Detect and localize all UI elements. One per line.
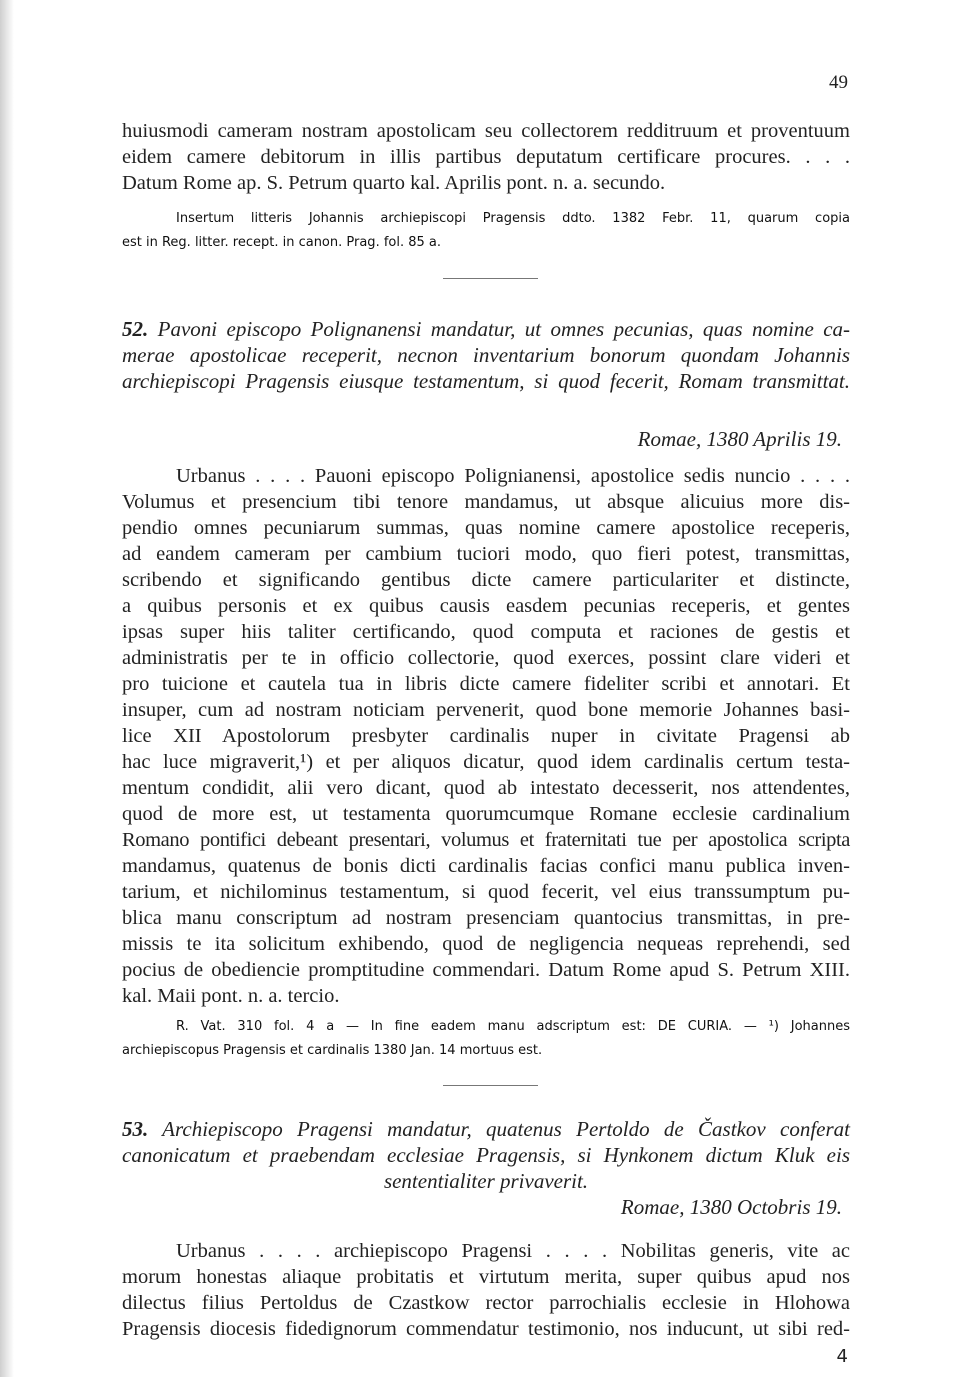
section-divider	[443, 278, 538, 279]
text-line: Datum Rome ap. S. Petrum quarto kal. Aprilis pont. n. a. secundo.	[122, 172, 666, 194]
text-line: huiusmodi cameram nostram apostolicam seu collectorem redditruum et proventuum	[122, 120, 850, 142]
doc52-text-line: mentum condidit, alii vero dicant, quod ab intestato decesserit, nos attendentes,	[122, 777, 850, 799]
doc53-number: 53.	[122, 1117, 149, 1141]
doc53-text-line: Pragensis diocesis fidedignorum commendatur testimonio, nos inducunt, ut sibi red-	[122, 1318, 850, 1340]
text-line: eidem camere debitorum in illis partibus deputatum certificare procures. . . .	[122, 146, 850, 168]
doc52-text-line: Volumus et presencium tibi tenore mandamus, ut absque alicuius more dis-	[122, 491, 850, 513]
doc52-text-line: missis te ita solicitum exhibendo, quod de negligencia nequeas reprehendi, sed	[122, 933, 850, 955]
doc52-note: archiepiscopus Pragensis et cardinalis 1380 Jan. 14 mortuus est.	[122, 1043, 543, 1058]
signature-mark: 4	[836, 1346, 848, 1367]
doc52-text-line: pocius de obediencie promptitudine commendari. Datum Rome apud S. Petrum XIII.	[122, 959, 850, 981]
doc52-text-line: mandamus, quatenus de bonis dicti cardinalis facias confici manu publica inven-	[122, 855, 850, 877]
doc52-dateline: Romae, 1380 Aprilis 19.	[637, 427, 842, 451]
doc52-text-line: Romano pontifici debeant presentari, volumus et fraternitati tue per apostolica scripta	[122, 829, 850, 851]
doc52-text-line: pro tuicione et cautela tua in libris dicte camere fideliter scribi et annotari. Et	[122, 673, 850, 695]
source-note: est in Reg. litter. recept. in canon. Prag. fol. 85 a.	[122, 235, 442, 250]
doc52-heading-line: 52. Pavoni episcopo Polignanensi mandatur, ut omnes pecunias, quas nomine ca-	[122, 317, 851, 341]
doc52-text-line: hac luce migraverit,¹) et per aliquos dicatur, quod idem cardinalis certum testa-	[122, 751, 850, 773]
doc52-note: R. Vat. 310 fol. 4 a — In fine eadem manu adscriptum est: DE CURIA. — ¹) Johannes	[176, 1019, 850, 1034]
doc52-text-line: Urbanus . . . . Pauoni episcopo Polignianensi, apostolice sedis nuncio . . . .	[176, 465, 850, 487]
doc52-text-line: a quibus personis et ex quibus causis easdem pecunias receperis, et gentes	[122, 595, 850, 617]
doc52-text-line: pendio omnes pecuniarum summas, quas nomine camere apostolice receperis,	[122, 517, 850, 539]
doc52-text-line: blica manu conscriptum ad nostram presenciam quantocius transmittas, in pre-	[122, 907, 850, 929]
doc52-text-line: insuper, cum ad nostram noticiam pervenerit, quod bone memorie Johannes basi-	[122, 699, 850, 721]
doc52-heading-line: archiepiscopi Pragensis eiusque testamentum, si quod fecerit, Romam transmittat.	[122, 369, 850, 393]
section-divider	[443, 1085, 538, 1086]
doc52-heading-line: merae apostolicae receperit, necnon inventarium bonorum quondam Johannis	[122, 343, 850, 367]
doc53-text-line: Urbanus . . . . archiepiscopo Pragensi . . . . Nobilitas generis, vite ac	[176, 1240, 850, 1262]
doc53-heading-line: canonicatum et praebendam ecclesiae Pragensis, si Hynkonem dictum Kluk eis	[122, 1143, 850, 1167]
source-note: Insertum litteris Johannis archiepiscopi Pragensis ddto. 1382 Febr. 11, quarum copia	[176, 211, 850, 226]
doc52-text-line: kal. Maii pont. n. a. tercio.	[122, 985, 340, 1007]
doc52-text-line: lice XII Apostolorum presbyter cardinalis nuper in civitate Pragensi ab	[122, 725, 850, 747]
scan-shadow	[0, 0, 14, 1377]
doc53-heading-line: 53. Archiepiscopo Pragensi mandatur, quatenus Pertoldo de Častkov conferat	[122, 1117, 850, 1141]
doc52-text-line: ad eandem cameram per cambium tuciori modo, quo fieri potest, transmittas,	[122, 543, 850, 565]
doc52-text-line: administratis per te in officio collectorie, quod exerces, possint clare videri et	[122, 647, 850, 669]
doc52-text-line: tarium, et nichilominus testamentum, si quod fecerit, vel eius transsumptum pu-	[122, 881, 850, 903]
doc53-text-line: morum honestas aliaque probitatis et virtutum merita, super quibus apud nos	[122, 1266, 850, 1288]
doc52-text-line: ipsas super hiis taliter certificando, quod computa et raciones de gestis et	[122, 621, 850, 643]
doc53-heading-line: sententialiter privaverit.	[383, 1169, 589, 1193]
doc52-text-line: quod de more est, ut testamenta quorumcumque Romane ecclesie cardinalium	[122, 803, 850, 825]
doc52-number: 52.	[122, 317, 149, 341]
page-number: 49	[829, 72, 848, 93]
doc52-text-line: scribendo et significando gentibus dicte camere particulariter et distincte,	[122, 569, 850, 591]
doc53-text-line: dilectus filius Pertoldus de Czastkow rector parrochialis ecclesie in Hlohowa	[122, 1292, 850, 1314]
doc53-dateline: Romae, 1380 Octobris 19.	[620, 1195, 842, 1219]
